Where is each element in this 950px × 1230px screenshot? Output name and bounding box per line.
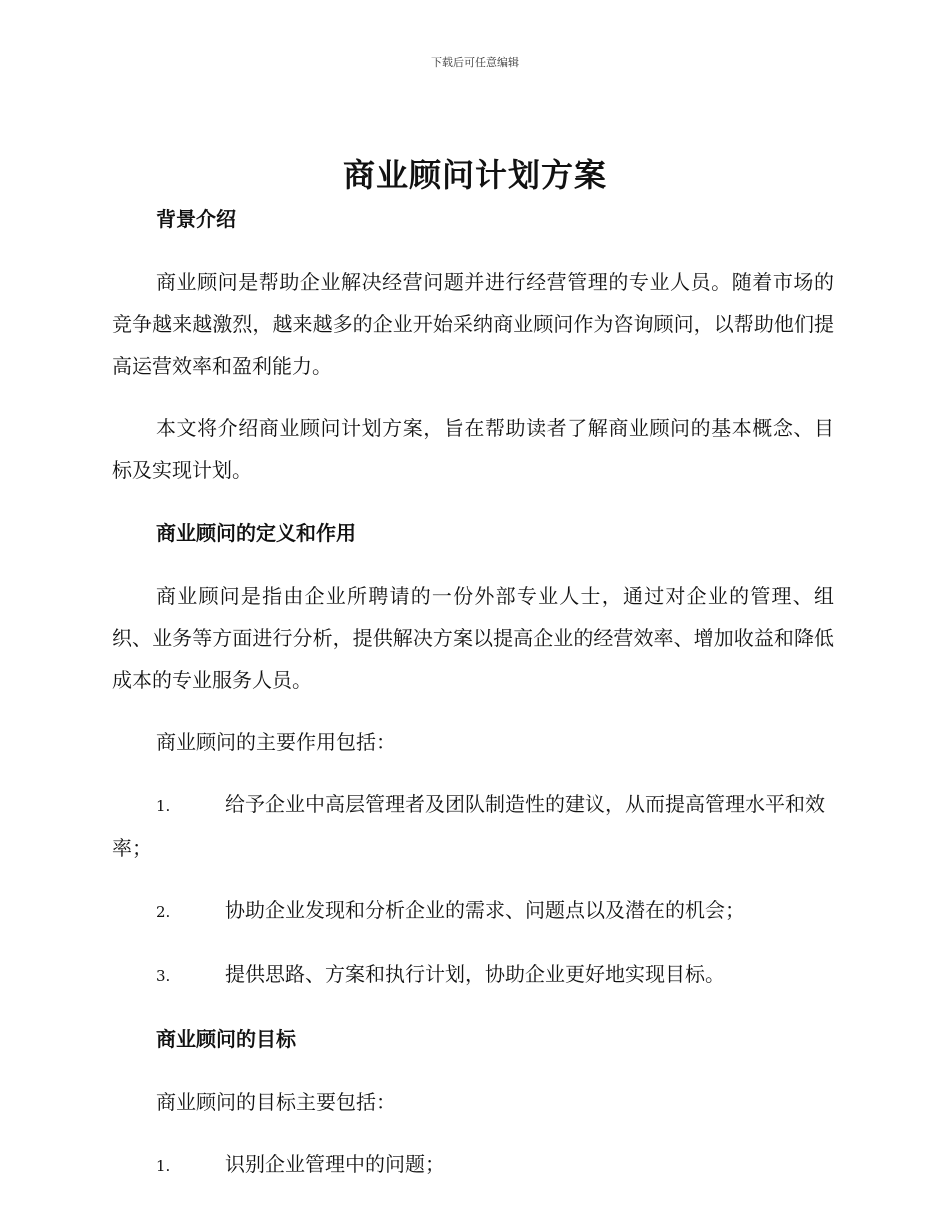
list-text: 协助企业发现和分析企业的需求、问题点以及潜在的机会；	[225, 898, 745, 922]
paragraph: 本文将介绍商业顾问计划方案，旨在帮助读者了解商业顾问的基本概念、目标及实现计划。	[112, 416, 834, 482]
paragraph: 商业顾问的主要作用包括：	[156, 730, 396, 754]
list-text: 识别企业管理中的问题；	[225, 1152, 445, 1176]
document-title: 商业顾问计划方案	[342, 156, 607, 194]
paragraph: 商业顾问是指由企业所聘请的一份外部专业人士，通过对企业的管理、组织、业务等方面进行分析，提供解决方案以提高企业的经营效率、增加收益和降低成本的专业服务人员。	[112, 584, 834, 692]
list-item	[112, 889, 834, 933]
document-body	[112, 205, 834, 1187]
list-item	[112, 1143, 834, 1187]
paragraph: 商业顾问是帮助企业解决经营问题并进行经营管理的专业人员。随着市场的竞争越来越激烈，越来越多的企业开始采纳商业顾问作为咨询顾问，以帮助他们提高运营效率和盈利能力。	[112, 270, 834, 378]
list-number: 2.	[156, 903, 171, 921]
header-note: 下载后可任意编辑	[431, 56, 519, 69]
section-heading-background: 背景介绍	[156, 207, 236, 231]
section-heading-goals: 商业顾问的目标	[156, 1027, 296, 1051]
list-text: 给予企业中高层管理者及团队制造性的建议，从而提高管理水平和效率；	[112, 792, 825, 860]
list-number: 1.	[156, 797, 171, 815]
list-number: 1.	[156, 1157, 171, 1175]
list-item	[112, 783, 834, 869]
list-text: 提供思路、方案和执行计划，协助企业更好地实现目标。	[225, 962, 725, 986]
list-number: 3.	[156, 967, 171, 985]
paragraph: 商业顾问的目标主要包括：	[156, 1090, 396, 1114]
section-heading-definition: 商业顾问的定义和作用	[156, 521, 356, 545]
list-item	[112, 953, 834, 997]
